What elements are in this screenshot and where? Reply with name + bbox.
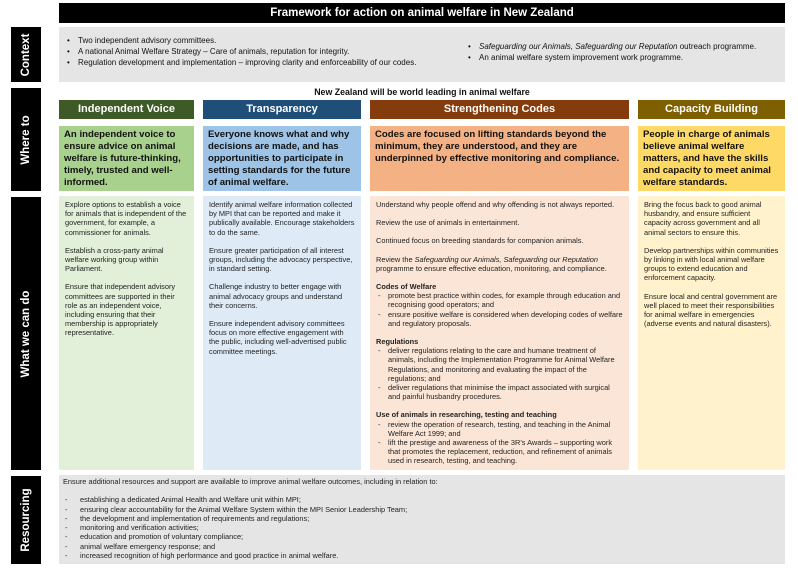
section-list-research (376, 420, 623, 466)
column-heading-strengthening-codes: Strengthening Codes (370, 100, 629, 119)
column-blurb-independent-voice: An independent voice to ensure advice on animal welfare is future-thinking, timely, trusted and well-informed. (59, 126, 194, 191)
side-label-where-to-text: Where to (20, 114, 32, 165)
action-item: Establish a cross-party animal welfare working group within Parliament. (65, 245, 164, 274)
action-item: Ensure that independent advisory committees are supported in their role as an independent voice, including ensuring that their membership is appropriately representative. (65, 282, 176, 338)
column-blurb-strengthening-codes: Codes are focused on lifting standards beyond the minimum, they are understood, and they are underpinned by effective monitoring and compliance. (370, 126, 629, 191)
section-item: - deliver regulations that minimise the impact associated with surgical and painful husbandry procedures. (376, 383, 623, 401)
review-after: programme to ensure effective education, monitoring, and compliance. (376, 263, 607, 273)
column-heading-transparency: Transparency (203, 100, 361, 119)
action-item: Identify animal welfare information collected by MPI that can be reported and make it publically available. Encourage stakeholders to do the same. (209, 200, 355, 237)
action-item: Explore options to establish a voice for animals that is independent of the government, for example, a commissioner for animals. (65, 200, 187, 237)
section-item: - review the operation of research, testing, and teaching in the Animal Welfare Act 1999; and (376, 420, 623, 438)
vision-statement: New Zealand will be world leading in animal welfare (314, 87, 530, 97)
action-item: Ensure local and central government are well placed to meet their responsibilities for animal welfare in emergencies (adverse events and natural disasters). (644, 291, 778, 329)
column-body-capacity-building (638, 196, 785, 470)
context-item (466, 41, 756, 52)
side-label-what-we-can-do (11, 197, 41, 470)
column-body-strengthening-codes (370, 196, 629, 470)
context-item-rest: outreach programme. (677, 42, 757, 51)
action-item: Bring the focus back to good animal husbandry, and ensure sufficient capacity across government and all animal sectors to ensure this. (644, 200, 762, 237)
action-item: Ensure greater participation of all interest groups, including the advocacy perspective, in standard setting. (209, 245, 353, 274)
context-item-rest: An animal welfare system improvement work programme. (479, 53, 684, 62)
side-label-resourcing (11, 476, 41, 564)
resourcing-item: - establishing a dedicated Animal Health and Welfare unit within MPI; (63, 495, 781, 504)
section-item: - lift the prestige and awareness of the 3R’s Awards – supporting work that promotes the replacement, reduction, and refinement of animals used in research, testing, and teaching. (376, 438, 623, 466)
context-item (466, 52, 756, 63)
section-item: - ensure positive welfare is considered when developing codes of welfare and regulatory proposals. (376, 310, 623, 328)
section-title-research: Use of animals in researching, testing and teaching (376, 410, 557, 420)
context-item: • Two independent advisory committees. (65, 35, 416, 46)
action-item: Challenge industry to better engage with animal advocacy groups and understand their concerns. (209, 282, 343, 310)
column-body-transparency (203, 196, 361, 470)
resourcing-intro: Ensure additional resources and support are available to improve animal welfare outcomes, including in relation to: (63, 477, 438, 486)
action-item: Ensure independent advisory committees focus on more effective engagement with the public, including well-advertised public committee meetings. (209, 319, 347, 356)
resourcing-box (59, 475, 785, 564)
side-label-resourcing-text: Resourcing (20, 488, 32, 552)
resourcing-item: - the development and implementation of requirements and regulations; (63, 514, 781, 523)
side-label-where-to (11, 88, 41, 191)
column-heading-capacity-building: Capacity Building (638, 100, 785, 119)
action-item: Understand why people offend and why offending is not always reported. (376, 200, 615, 209)
column-heading-independent-voice: Independent Voice (59, 100, 194, 119)
section-title-codes-of-welfare: Codes of Welfare (376, 282, 437, 292)
column-body-independent-voice (59, 196, 194, 470)
framework-title: Framework for action on animal welfare in New Zealand (59, 3, 785, 23)
context-right-list (466, 41, 756, 63)
context-item: • A national Animal Welfare Strategy – Care of animals, reputation for integrity. (65, 46, 416, 57)
section-item: - promote best practice within codes, for example through education and recognising good operators; and (376, 291, 623, 309)
side-label-context (11, 27, 41, 82)
side-label-context-text: Context (20, 33, 32, 76)
context-item-italic: Safeguarding our Animals, Safeguarding our Reputation (479, 42, 678, 51)
resourcing-item: - increased recognition of high performance and good practice in animal welfare. (63, 551, 781, 560)
resourcing-item: - education and promotion of voluntary compliance; (63, 532, 781, 541)
resourcing-item: - monitoring and verification activities; (63, 523, 781, 532)
resourcing-list (63, 495, 781, 560)
section-list-regulations (376, 346, 623, 401)
action-item: Develop partnerships within communities by linking in with local animal welfare groups to extend education and enforcement capacity. (644, 245, 779, 283)
section-item: - deliver regulations relating to the care and humane treatment of animals, including the Implementation Programme for Animal Welfare Regulations, and monitoring and evaluating the impact of the regulations; and (376, 346, 623, 383)
section-title-regulations: Regulations (376, 337, 419, 347)
column-blurb-transparency: Everyone knows what and why decisions are made, and has opportunities to participate in setting standards for the future of animal welfare. (203, 126, 361, 191)
column-blurb-capacity-building: People in charge of animals believe animal welfare matters, and have the skills and capacity to meet animal welfare standards. (638, 126, 785, 191)
action-item (376, 255, 623, 273)
resourcing-item: - animal welfare emergency response; and (63, 542, 781, 551)
context-item: • Regulation development and implementation – improving clarity and enforceability of our codes. (65, 57, 416, 68)
review-italic: Safeguarding our Animals, Safeguarding our Reputation (414, 254, 599, 264)
section-list-codes-of-welfare (376, 291, 623, 328)
context-left-list (65, 35, 416, 68)
action-item: Continued focus on breeding standards for companion animals. (376, 236, 584, 246)
action-item: Review the use of animals in entertainment. (376, 218, 520, 228)
resourcing-item: - ensuring clear accountability for the Animal Welfare System within the MPI Senior Leadership Team; (63, 505, 781, 514)
review-before: Review the (376, 254, 415, 264)
context-box (59, 27, 785, 82)
side-label-what-we-can-do-text: What we can do (20, 290, 32, 377)
